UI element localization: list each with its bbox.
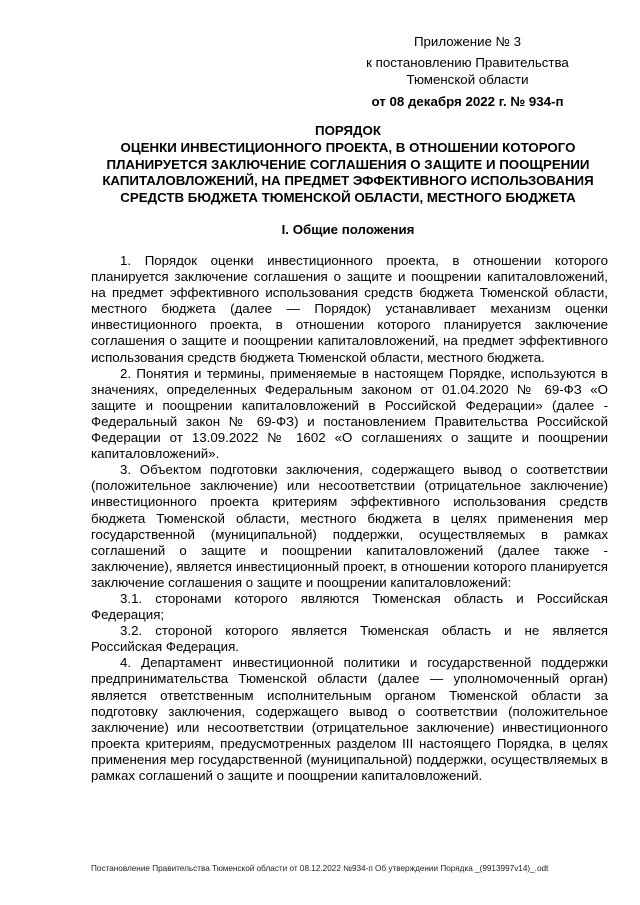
title-line: ПОРЯДОК	[315, 123, 381, 138]
document-body	[91, 253, 608, 784]
title-line: СРЕДСТВ БЮДЖЕТА ТЮМЕНСКОЙ ОБЛАСТИ, МЕСТНОГО БЮДЖЕТА	[120, 190, 576, 206]
title-line: ОЦЕНКИ ИНВЕСТИЦИОННОГО ПРОЕКТА, В ОТНОШЕНИИ КОТОРОГО	[120, 139, 576, 155]
paragraph-1: 1. Порядок оценки инвестиционного проекта, в отношении которого планируется заключение соглашения о защите и поощрении капиталовложений, на предмет эффективного использования средств бюджета Тюменской области, местного бюджета (далее — Порядок) устанавливает механизм оценки инвестиционного проекта, в отношении которого планируется заключение соглашения о защите и поощрении капиталовложений, на предмет эффективного использования средств бюджета Тюменской области, местного бюджета.	[91, 253, 608, 365]
appendix-date: от 08 декабря 2022 г. № 934-п	[371, 94, 564, 109]
title-line: КАПИТАЛОВЛОЖЕНИЙ, НА ПРЕДМЕТ ЭФФЕКТИВНОГО ИСПОЛЬЗОВАНИЯ	[102, 173, 594, 189]
section-heading: I. Общие положения	[281, 222, 415, 237]
appendix-region: Тюменской области	[406, 72, 529, 87]
paragraph-3-1: 3.1. сторонами которого являются Тюменская область и Российская Федерация;	[91, 590, 608, 623]
title-line: ПЛАНИРУЕТСЯ ЗАКЛЮЧЕНИЕ СОГЛАШЕНИЯ О ЗАЩИТЕ И ПООЩРЕНИИ	[106, 156, 590, 172]
paragraph-3: 3. Объектом подготовки заключения, содержащего вывод о соответствии (положительное заключение) или несоответствии (отрицательное заключение) инвестиционного проекта критериям эффективного использования средств бюджета Тюменской области, местного бюджета в целях применения мер государственной (муниципальной) поддержки, осуществляемых в рамках соглашений о защите и поощрении капиталовложений (далее также - заключение), является инвестиционный проект, в отношении которого планируется заключение соглашения о защите и поощрении капиталовложений:	[91, 462, 608, 590]
appendix-reference: к постановлению Правительства	[366, 55, 569, 70]
paragraph-3-2: 3.2. стороной которого является Тюменская область и не является Российская Федерация.	[91, 623, 608, 655]
document-title	[88, 123, 608, 207]
paragraph-2: 2. Понятия и термины, применяемые в настоящем Порядке, используются в значениях, определенных Федеральным законом от 01.04.2020 № 69-ФЗ «О защите и поощрении капиталовложений в Российской Федерации» (далее - Федеральный закон № 69-ФЗ) и постановлением Правительства Российской Федерации от 13.09.2022 № 1602 «О соглашениях о защите и поощрении капиталовложений».	[91, 365, 608, 462]
paragraph-4: 4. Департамент инвестиционной политики и государственной поддержки предпринимательства Тюменской области (далее — уполномоченный орган) является ответственным исполнительным органом Тюменской области за подготовку заключения, содержащего вывод о соответствии (положительное заключение) или несоответствии (отрицательное заключение) инвестиционного проекта критериям, предусмотренных разделом III настоящего Порядка, в целях применения мер государственной (муниципальной) поддержки, осуществляемых в рамках соглашений о защите и поощрении капиталовложений.	[91, 655, 608, 783]
appendix-title: Приложение № 3	[413, 34, 522, 49]
page-footer: Постановление Правительства Тюменской области от 08.12.2022 №934-п Об утверждении Порядка _(9913997v14)_.odt	[91, 864, 549, 873]
